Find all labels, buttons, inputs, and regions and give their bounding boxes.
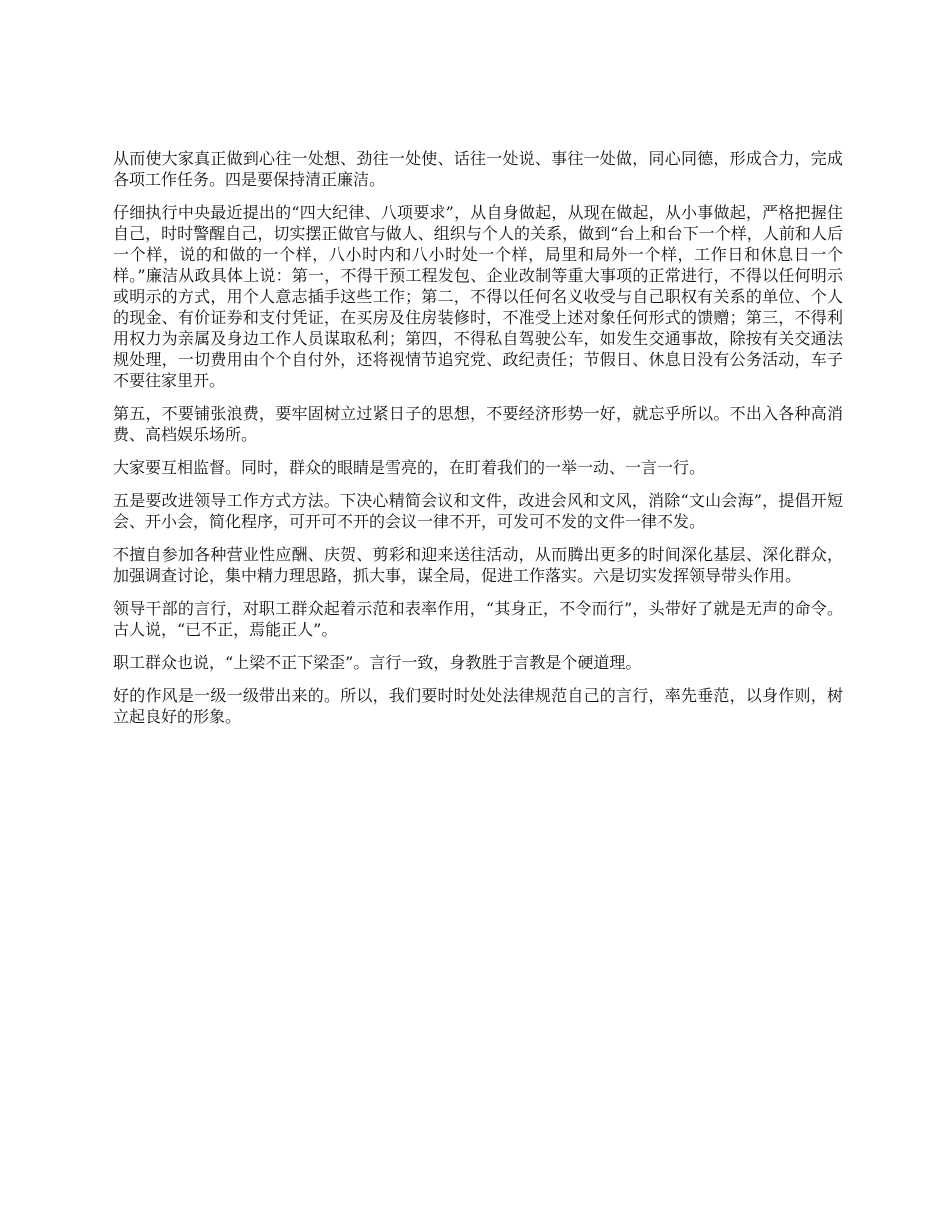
document-body xyxy=(113,148,843,739)
paragraph: 第五，不要铺张浪费，要牢固树立过紧日子的思想，不要经济形势一好，就忘乎所以。不出入各种高消费、高档娱乐场所。 xyxy=(113,404,843,444)
paragraph: 领导干部的言行，对职工群众起着示范和表率作用，“其身正，不令而行”，头带好了就是无声的命令。古人说，“已不正，焉能正人”。 xyxy=(113,599,843,639)
paragraph: 仔细执行中央最近提出的“四大纪律、八项要求”，从自身做起，从现在做起，从小事做起，严格把握住自己，时时警醒自己，切实摆正做官与做人、组织与个人的关系，做到“台上和台下一个样，人前和人后一个样，说的和做的一个样，八小时内和八小时处一个样，局里和局外一个样，工作日和休息日一个样。”廉洁从政具体上说：第一，不得干预工程发包、企业改制等重大事项的正常进行，不得以任何明示或明示的方式，用个人意志插手这些工作；第二，不得以任何名义收受与自己职权有关系的单位、个人的现金、有价证券和支付凭证，在买房及住房装修时，不准受上述对象任何形式的馈赠；第三，不得利用权力为亲属及身边工作人员谋取私利；第四，不得私自驾驶公车，如发生交通事故，除按有关交通法规处理，一切费用由个个自付外，还将视情节追究党、政纪责任；节假日、休息日没有公务活动，车子不要往家里开。 xyxy=(113,203,843,390)
paragraph: 不擅自参加各种营业性应酬、庆贺、剪彩和迎来送往活动，从而腾出更多的时间深化基层、深化群众，加强调查讨论，集中精力理思路，抓大事，谋全局，促进工作落实。六是切实发挥领导带头作用。 xyxy=(113,545,843,585)
paragraph: 职工群众也说，“上梁不正下梁歪”。言行一致，身教胜于言教是个硬道理。 xyxy=(113,653,642,672)
paragraph: 好的作风是一级一级带出来的。所以，我们要时时处处法律规范自己的言行，率先垂范，以身作则，树立起良好的形象。 xyxy=(113,686,843,726)
paragraph: 五是要改进领导工作方式方法。下决心精简会议和文件，改进会风和文风，消除“文山会海”，提倡开短会、开小会，简化程序，可开可不开的会议一律不开，可发可不发的文件一律不发。 xyxy=(113,491,843,531)
paragraph: 从而使大家真正做到心往一处想、劲往一处使、话往一处说、事往一处做，同心同德，形成合力，完成各项工作任务。四是要保持清正廉洁。 xyxy=(113,149,843,189)
paragraph: 大家要互相监督。同时，群众的眼睛是雪亮的，在盯着我们的一举一动、一言一行。 xyxy=(113,458,706,477)
